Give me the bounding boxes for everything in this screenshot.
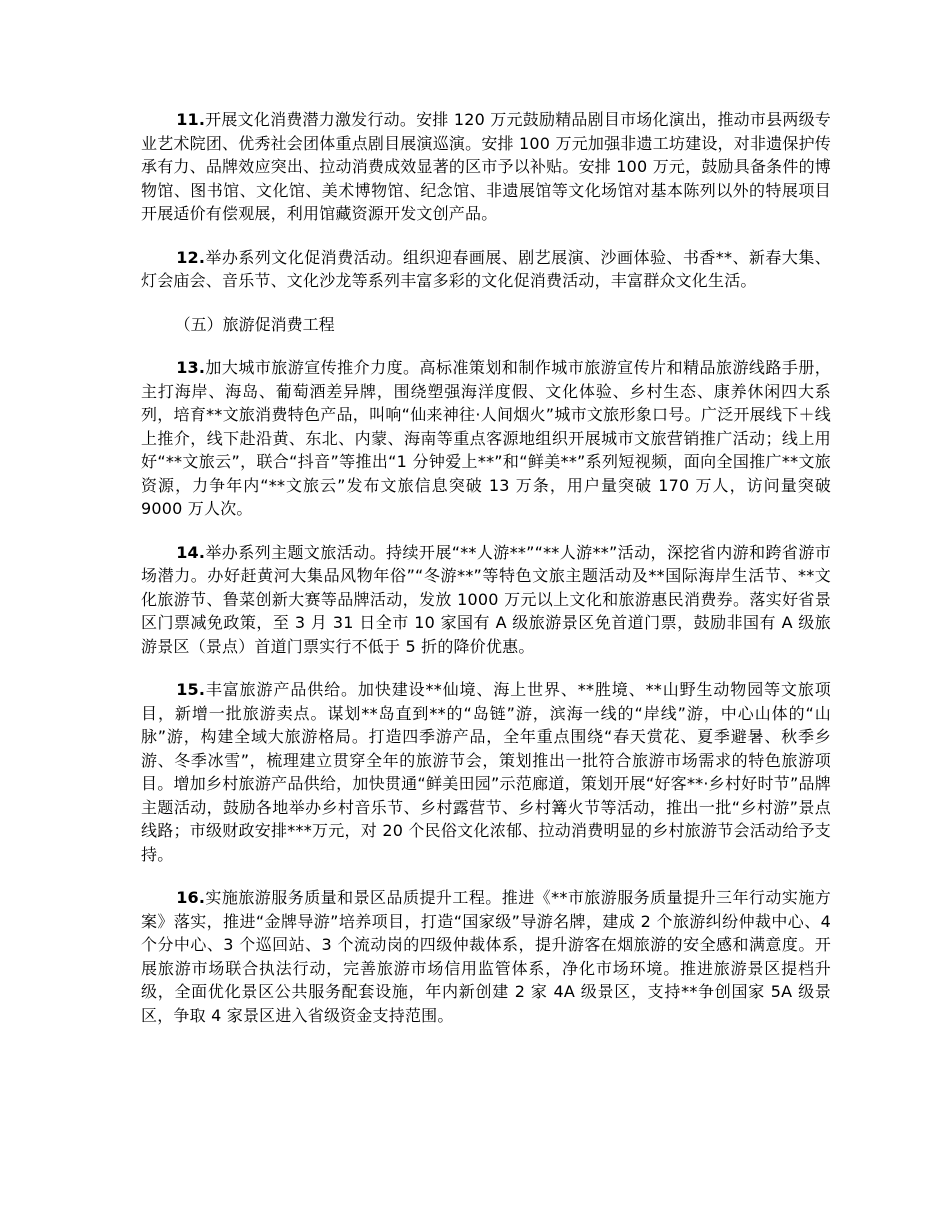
section-heading: （五）旅游促消费工程	[174, 314, 335, 334]
paragraph-11	[141, 108, 831, 226]
paragraph-13	[141, 356, 831, 521]
document-page	[141, 108, 831, 1047]
paragraph-text: 丰富旅游产品供给。加快建设**仙境、海上世界、**胜境、**山野生动物园等文旅项目，新增一批旅游卖点。谋划**岛直到**的“岛链”游，滨海一线的“岸线”游，中心山体的“山脉”游，构建全域大旅游格局。打造四季游产品，全年重点围绕“春天赏花、夏季避暑、秋季乡游、冬季冰雪”，梳理建立贯穿全年的旅游节会，策划推出一批符合旅游市场需求的特色旅游项目。增加乡村旅游产品供给，加快贯通“鲜美田园”示范廊道，策划开展“好客**·乡村好时节”品牌主题活动，鼓励各地举办乡村音乐节、乡村露营节、乡村篝火节等活动，推出一批“乡村游”景点线路；市级财政安排***万元，对 20 个民俗文化浓郁、拉动消费明显的乡村旅游节会活动给予支持。	[141, 680, 831, 864]
paragraph-number: 11.	[176, 110, 206, 129]
paragraph-number: 12.	[176, 247, 206, 267]
paragraph-14	[141, 541, 831, 659]
paragraph-15	[141, 678, 831, 866]
paragraph-number: 14.	[176, 542, 206, 562]
paragraph-16	[141, 886, 831, 1027]
paragraph-number: 16.	[176, 888, 206, 907]
paragraph-12	[141, 246, 831, 293]
paragraph-text: 加大城市旅游宣传推介力度。高标准策划和制作城市旅游宣传片和精品旅游线路手册，主打海岸、海岛、葡萄酒差异牌，围绕塑强海洋度假、文化体验、乡村生态、康养休闲四大系列，培育**文旅消费特色产品，叫响“仙来神往·人间烟火”城市文旅形象口号。广泛开展线下＋线上推介，线下赴沿黄、东北、内蒙、海南等重点客源地组织开展城市文旅营销推广活动；线上用好“**文旅云”，联合“抖音”等推出“1 分钟爱上**”和“鲜美**”系列短视频，面向全国推广**文旅资源，力争年内“**文旅云”发布文旅信息突破 13 万条，用户量突破 170 万人，访问量突破 9000 万人次。	[141, 358, 831, 518]
paragraph-number: 13.	[176, 358, 206, 377]
paragraph-text: 举办系列文化促消费活动。组织迎春画展、剧艺展演、沙画体验、书香**、新春大集、灯会庙会、音乐节、文化沙龙等系列丰富多彩的文化促消费活动，丰富群众文化生活。	[141, 247, 831, 290]
paragraph-text: 实施旅游服务质量和景区品质提升工程。推进《**市旅游服务质量提升三年行动实施方案》落实，推进“金牌导游”培养项目，打造“国家级”导游名牌，建成 2 个旅游纠纷仲裁中心、4 个分中心、3 个巡回站、3 个流动岗的四级仲裁体系，提升游客在烟旅游的安全感和满意度。开展旅游市场联合执法行动，完善旅游市场信用监管体系，净化市场环境。推进旅游景区提档升级，全面优化景区公共服务配套设施，年内新创建 2 家 4A 级景区，支持**争创国家 5A 级景区，争取 4 家景区进入省级资金支持范围。	[141, 888, 831, 1025]
paragraph-text: 开展文化消费潜力激发行动。安排 120 万元鼓励精品剧目市场化演出，推动市县两级专业艺术院团、优秀社会团体重点剧目展演巡演。安排 100 万元加强非遗工坊建设，对非遗保护传承有力、品牌效应突出、拉动消费成效显著的区市予以补贴。安排 100 万元，鼓励具备条件的博物馆、图书馆、文化馆、美术博物馆、纪念馆、非遗展馆等文化场馆对基本陈列以外的特展项目开展适价有偿观展，利用馆藏资源开发文创产品。	[141, 110, 831, 223]
paragraph-text: 举办系列主题文旅活动。持续开展“**人游**”“**人游**”活动，深挖省内游和跨省游市场潜力。办好赶黄河大集品风物年俗”“冬游**”等特色文旅主题活动及**国际海岸生活节、**文化旅游节、鲁菜创新大赛等品牌活动，发放 1000 万元以上文化和旅游惠民消费券。落实好省景区门票减免政策，至 3 月 31 日全市 10 家国有 A 级旅游景区免首道门票，鼓励非国有 A 级旅游景区（景点）首道门票实行不低于 5 折的降价优惠。	[141, 542, 831, 656]
paragraph-number: 15.	[176, 680, 206, 699]
